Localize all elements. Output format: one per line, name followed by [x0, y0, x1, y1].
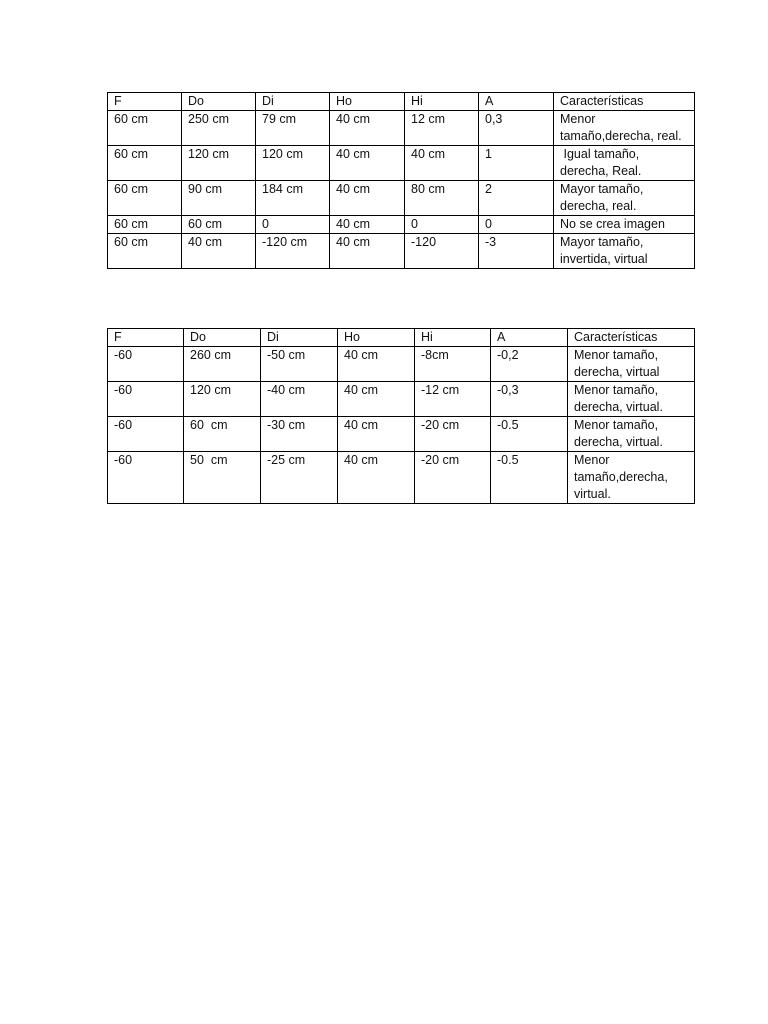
table-row — [108, 347, 695, 382]
table-cell: 2 — [479, 181, 554, 216]
table-cell: 40 cm — [330, 111, 405, 146]
table-cell: 40 cm — [338, 382, 415, 417]
table-row — [108, 146, 695, 181]
table-cell: -60 — [108, 347, 184, 382]
header-cell: F — [108, 329, 184, 347]
table-cell: 0 — [256, 216, 330, 234]
header-cell: Do — [184, 329, 261, 347]
table-cell: 120 cm — [256, 146, 330, 181]
header-cell: Hi — [405, 93, 479, 111]
table-cell: -25 cm — [261, 452, 338, 504]
table-cell: 40 cm — [338, 347, 415, 382]
table-cell: 80 cm — [405, 181, 479, 216]
table-header-row — [108, 329, 695, 347]
table-cell: -60 — [108, 382, 184, 417]
table-row — [108, 452, 695, 504]
table-cell: -60 — [108, 417, 184, 452]
table-cell: -0,3 — [491, 382, 568, 417]
table-row — [108, 382, 695, 417]
lens-table-diverging — [107, 328, 695, 504]
header-cell: Di — [256, 93, 330, 111]
table-cell: 120 cm — [184, 382, 261, 417]
table-cell: Mayor tamaño, invertida, virtual — [554, 234, 695, 269]
table-cell: 90 cm — [182, 181, 256, 216]
table-row — [108, 234, 695, 269]
table-cell: 40 cm — [330, 181, 405, 216]
table-row — [108, 111, 695, 146]
table-cell: -3 — [479, 234, 554, 269]
table-cell: -120 cm — [256, 234, 330, 269]
table-cell: -20 cm — [415, 452, 491, 504]
table-cell: 0 — [479, 216, 554, 234]
header-cell: Di — [261, 329, 338, 347]
table-cell: -0.5 — [491, 417, 568, 452]
header-cell: Do — [182, 93, 256, 111]
table-cell: 60 cm — [108, 111, 182, 146]
table-cell: 40 cm — [405, 146, 479, 181]
header-cell: Ho — [338, 329, 415, 347]
table-cell: -40 cm — [261, 382, 338, 417]
table-cell: 79 cm — [256, 111, 330, 146]
table-cell: 12 cm — [405, 111, 479, 146]
table-header-row — [108, 93, 695, 111]
header-cell: A — [479, 93, 554, 111]
table-cell: -0.5 — [491, 452, 568, 504]
table-cell: 40 cm — [182, 234, 256, 269]
lens-table-converging — [107, 92, 695, 269]
table-row — [108, 181, 695, 216]
header-cell: Características — [554, 93, 695, 111]
table-cell: 60 cm — [108, 146, 182, 181]
table-cell: 40 cm — [338, 452, 415, 504]
table-cell: 60 cm — [182, 216, 256, 234]
table-cell: -12 cm — [415, 382, 491, 417]
header-cell: Hi — [415, 329, 491, 347]
header-cell: Ho — [330, 93, 405, 111]
table-row — [108, 216, 695, 234]
table-cell: -8cm — [415, 347, 491, 382]
table-cell: 0,3 — [479, 111, 554, 146]
table-cell: No se crea imagen — [554, 216, 695, 234]
table-cell: -30 cm — [261, 417, 338, 452]
table-cell: 40 cm — [330, 234, 405, 269]
table-cell: 60 cm — [108, 216, 182, 234]
table-cell: -50 cm — [261, 347, 338, 382]
table-cell: Menor tamaño, derecha, virtual. — [568, 417, 695, 452]
table-cell: Menor tamaño, derecha, virtual — [568, 347, 695, 382]
table-cell: Menor tamaño, derecha, virtual. — [568, 382, 695, 417]
table-cell: 260 cm — [184, 347, 261, 382]
table-cell: Mayor tamaño, derecha, real. — [554, 181, 695, 216]
table-cell: 40 cm — [330, 216, 405, 234]
header-cell: A — [491, 329, 568, 347]
table-cell: -60 — [108, 452, 184, 504]
table-cell: Menor tamaño,derecha, real. — [554, 111, 695, 146]
table-cell: -20 cm — [415, 417, 491, 452]
table-cell: 60 cm — [108, 181, 182, 216]
table-cell: 60 cm — [108, 234, 182, 269]
table-cell: 184 cm — [256, 181, 330, 216]
table-cell: -0,2 — [491, 347, 568, 382]
table-cell: 40 cm — [330, 146, 405, 181]
table-cell: -120 — [405, 234, 479, 269]
table-cell: 0 — [405, 216, 479, 234]
header-cell: F — [108, 93, 182, 111]
table-cell: 60 cm — [184, 417, 261, 452]
table-cell: 1 — [479, 146, 554, 181]
table-cell: 40 cm — [338, 417, 415, 452]
header-cell: Características — [568, 329, 695, 347]
table-cell: 50 cm — [184, 452, 261, 504]
table-cell: 120 cm — [182, 146, 256, 181]
table-cell: 250 cm — [182, 111, 256, 146]
table-row — [108, 417, 695, 452]
table-cell: Menor tamaño,derecha, virtual. — [568, 452, 695, 504]
table-cell: Igual tamaño, derecha, Real. — [554, 146, 695, 181]
